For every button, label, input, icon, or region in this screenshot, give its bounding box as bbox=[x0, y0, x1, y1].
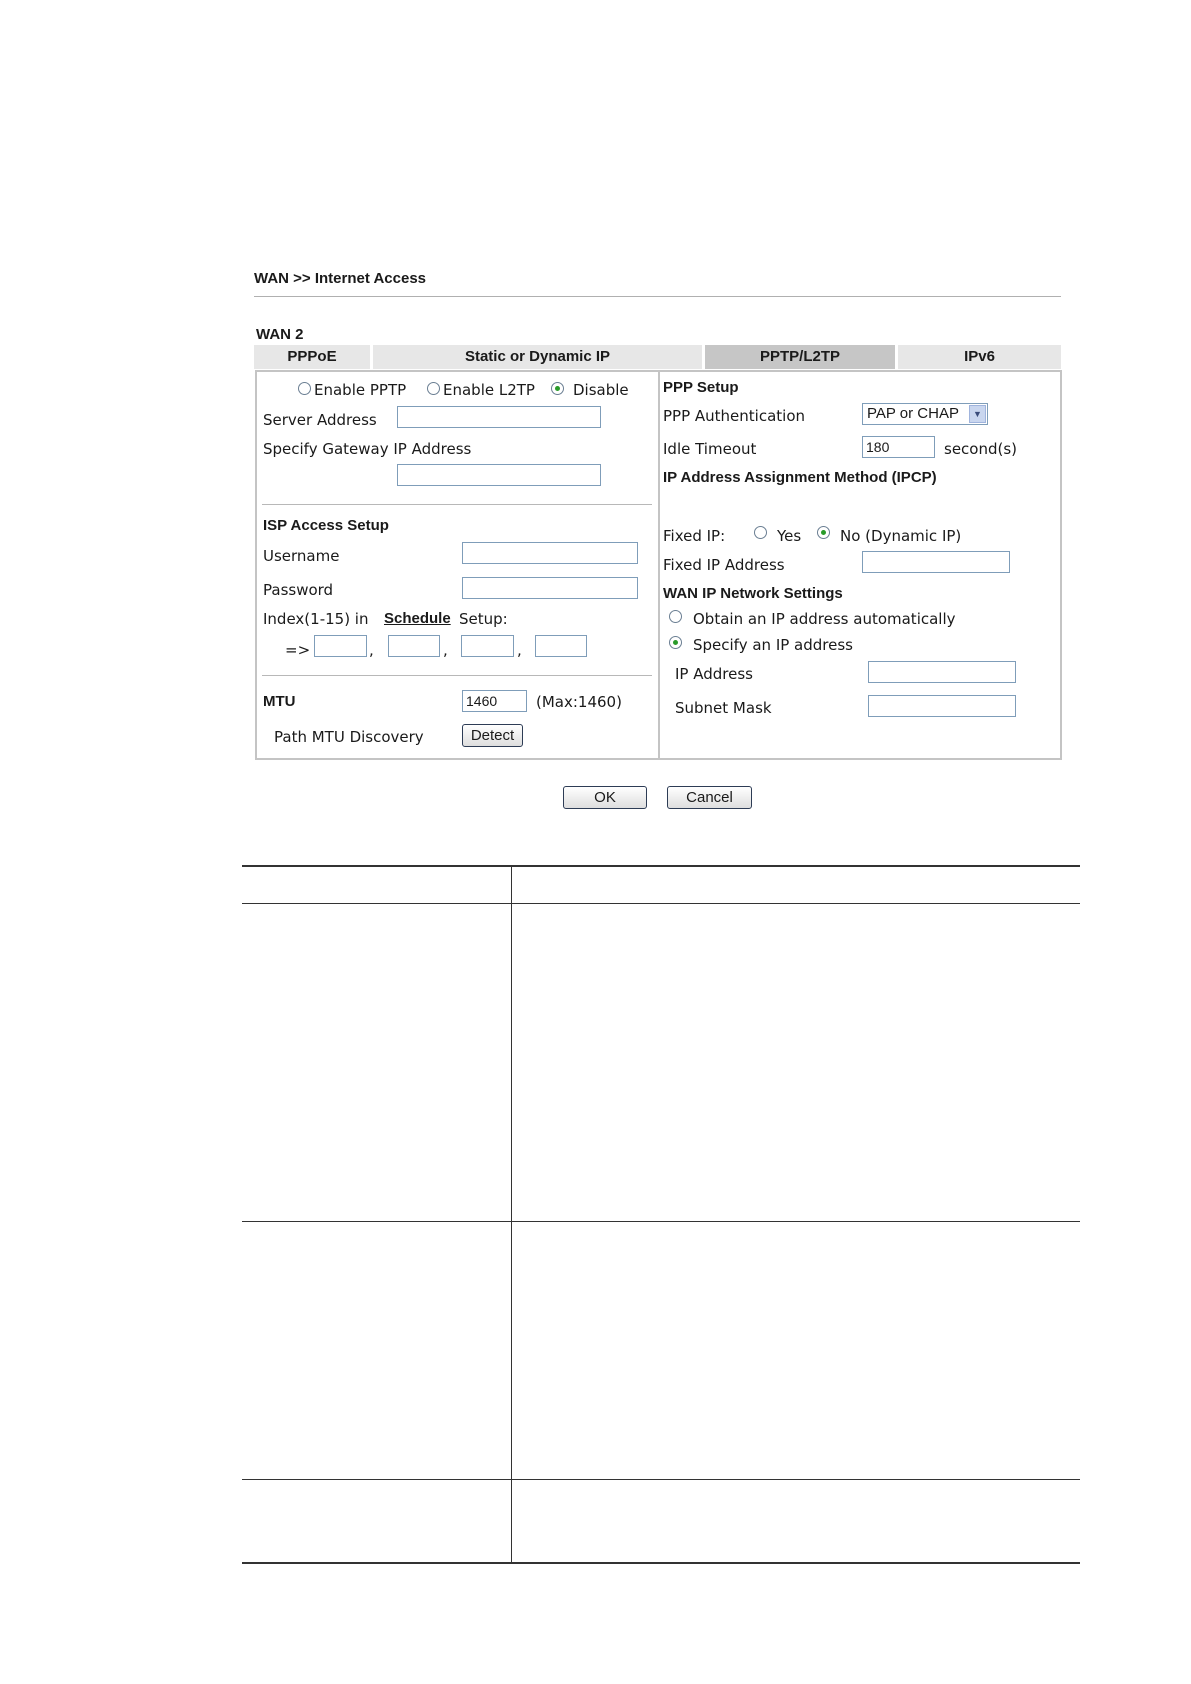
idle-timeout-unit: second(s) bbox=[944, 440, 1018, 458]
fixed-ip-address-label: Fixed IP Address bbox=[663, 556, 785, 574]
label-fixed-no: No (Dynamic IP) bbox=[840, 527, 962, 545]
cancel-button[interactable]: Cancel bbox=[667, 786, 752, 809]
radio-enable-l2tp[interactable] bbox=[427, 382, 440, 395]
server-address-input[interactable] bbox=[397, 406, 601, 428]
path-mtu-label: Path MTU Discovery bbox=[274, 728, 424, 746]
mtu-label: MTU bbox=[263, 693, 296, 710]
schedule-index-4[interactable] bbox=[535, 635, 587, 657]
fixed-ip-label: Fixed IP: bbox=[663, 527, 726, 545]
tab-pptp-l2tp[interactable]: PPTP/L2TP bbox=[705, 345, 895, 369]
label-enable-l2tp: Enable L2TP bbox=[443, 381, 535, 399]
index-label: Index(1-15) in bbox=[263, 610, 369, 628]
username-label: Username bbox=[263, 547, 340, 565]
server-address-label: Server Address bbox=[263, 411, 377, 429]
password-input[interactable] bbox=[462, 577, 638, 599]
radio-enable-pptp[interactable] bbox=[298, 382, 311, 395]
schedule-index-1[interactable] bbox=[314, 635, 367, 657]
tab-bar bbox=[254, 345, 1061, 369]
breadcrumb: WAN >> Internet Access bbox=[254, 270, 427, 287]
fixed-ip-address-input[interactable] bbox=[862, 551, 1010, 573]
ppp-auth-label: PPP Authentication bbox=[663, 407, 806, 425]
detect-button[interactable]: Detect bbox=[462, 724, 523, 747]
index-setup-label: Setup: bbox=[459, 610, 508, 628]
table-top-rule bbox=[242, 865, 1080, 867]
panel-divider bbox=[658, 372, 660, 758]
radio-obtain-ip[interactable] bbox=[669, 610, 682, 623]
label-fixed-yes: Yes bbox=[777, 527, 802, 545]
label-disable: Disable bbox=[573, 381, 629, 399]
mtu-max-label: (Max:1460) bbox=[536, 693, 622, 711]
isp-access-heading: ISP Access Setup bbox=[263, 517, 389, 534]
ppp-auth-value: PAP or CHAP bbox=[867, 405, 959, 422]
chevron-down-icon[interactable]: ▼ bbox=[969, 405, 986, 423]
table-header-rule bbox=[242, 903, 1080, 904]
schedule-index-2[interactable] bbox=[388, 635, 440, 657]
radio-disable[interactable] bbox=[551, 382, 564, 395]
wan-title: WAN 2 bbox=[256, 326, 304, 343]
index-arrow: => bbox=[285, 641, 311, 659]
tab-pppoe[interactable]: PPPoE bbox=[254, 345, 370, 369]
tab-static-dynamic-ip[interactable]: Static or Dynamic IP bbox=[373, 345, 702, 369]
table-row-rule bbox=[242, 1479, 1080, 1480]
radio-specify-ip[interactable] bbox=[669, 636, 682, 649]
idle-timeout-label: Idle Timeout bbox=[663, 440, 757, 458]
label-specify-ip: Specify an IP address bbox=[693, 636, 853, 654]
schedule-index-3[interactable] bbox=[461, 635, 514, 657]
label-obtain-ip: Obtain an IP address automatically bbox=[693, 610, 956, 628]
ok-button[interactable]: OK bbox=[563, 786, 647, 809]
section-divider-2 bbox=[262, 675, 652, 676]
comma-2: , bbox=[443, 641, 448, 659]
radio-fixed-no[interactable] bbox=[817, 526, 830, 539]
breadcrumb-divider bbox=[254, 296, 1061, 297]
ipcp-heading: IP Address Assignment Method (IPCP) bbox=[663, 469, 937, 486]
password-label: Password bbox=[263, 581, 334, 599]
label-enable-pptp: Enable PPTP bbox=[314, 381, 407, 399]
section-divider bbox=[262, 504, 652, 505]
username-input[interactable] bbox=[462, 542, 638, 564]
ip-address-input[interactable] bbox=[868, 661, 1016, 683]
gateway-label: Specify Gateway IP Address bbox=[263, 440, 472, 458]
gateway-input[interactable] bbox=[397, 464, 601, 486]
subnet-mask-input[interactable] bbox=[868, 695, 1016, 717]
mtu-input[interactable]: 1460 bbox=[462, 690, 527, 712]
schedule-link[interactable]: Schedule bbox=[384, 610, 451, 627]
ip-address-label: IP Address bbox=[675, 665, 753, 683]
ppp-setup-heading: PPP Setup bbox=[663, 379, 739, 396]
radio-fixed-yes[interactable] bbox=[754, 526, 767, 539]
table-bottom-rule bbox=[242, 1562, 1080, 1564]
wan-ip-network-heading: WAN IP Network Settings bbox=[663, 585, 843, 602]
table-row-rule bbox=[242, 1221, 1080, 1222]
tab-ipv6[interactable]: IPv6 bbox=[898, 345, 1061, 369]
comma-3: , bbox=[517, 641, 522, 659]
table-column-divider bbox=[511, 867, 512, 1562]
subnet-mask-label: Subnet Mask bbox=[675, 699, 772, 717]
ppp-auth-select[interactable] bbox=[862, 403, 988, 425]
comma-1: , bbox=[369, 641, 374, 659]
idle-timeout-input[interactable]: 180 bbox=[862, 436, 935, 458]
